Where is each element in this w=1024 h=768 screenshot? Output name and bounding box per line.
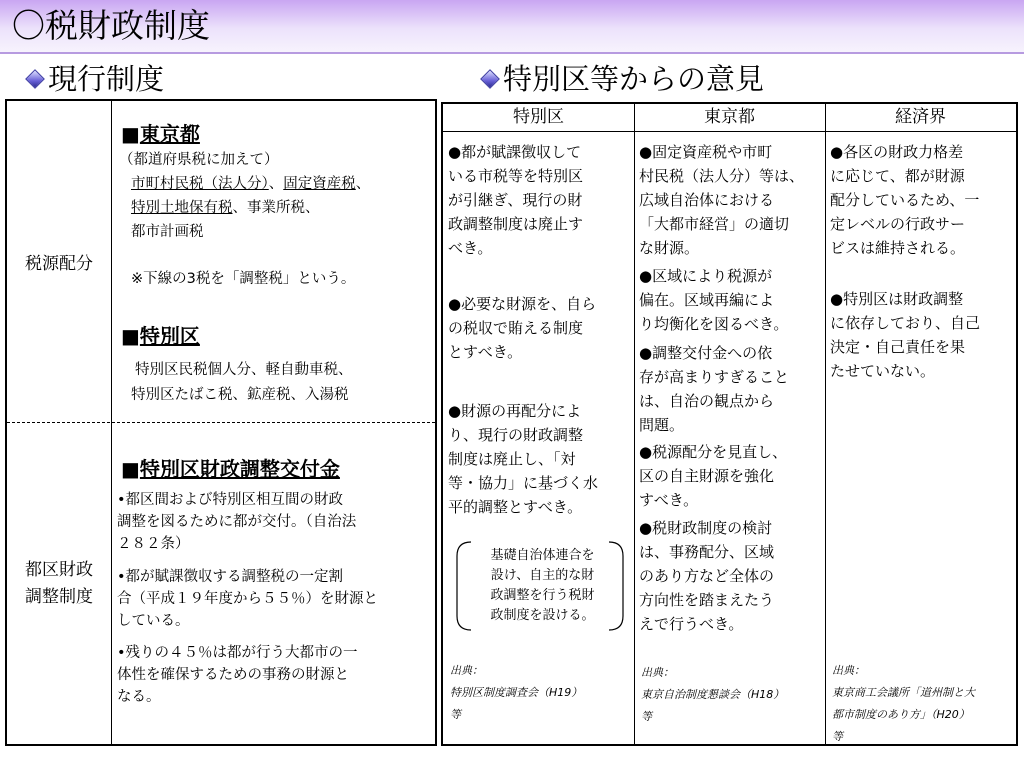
special-wards-opinion-1: ●都が賦課徴収して いる市税等を特別区 が引継ぎ、現行の財 政調整制度は廃止す べき。 bbox=[448, 143, 584, 257]
current-system-heading bbox=[24, 61, 164, 97]
header-tokyo: 東京都 bbox=[704, 107, 755, 127]
ward-tax-line1: 特別区民税個人分、軽自動車税、 bbox=[135, 362, 353, 378]
row-label-tax-allocation: 税源配分 bbox=[25, 254, 93, 274]
tokyo-opinion-2: ●区域により税源が 偏在。区域再編によ り均衡化を図るべき。 bbox=[639, 267, 789, 333]
tokyo-opinion-3: ●調整交付金への依 存が高まりすぎること は、自治の観点から 問題。 bbox=[639, 344, 790, 434]
column-divider bbox=[634, 104, 635, 744]
tokyo-tax-line1: 市町村民税（法人分）、固定資産税、 bbox=[131, 176, 371, 192]
business-source: 出典： 東京商工会議所「道州制と大 都市制度のあり方」（H20） 等 bbox=[832, 664, 975, 743]
row-divider bbox=[7, 422, 435, 423]
grant-bullet-3: •残りの４５％は都が行う大都市の一 体性を確保するための事務の財源と なる。 bbox=[117, 645, 358, 705]
grant-bullet-2: •都が賦課徴収する調整税の一定割 合（平成１９年度から５５％）を財源と している。 bbox=[117, 569, 378, 629]
tokyo-tax-line3: 都市計画税 bbox=[131, 224, 204, 240]
diamond-bullet-icon bbox=[480, 69, 500, 89]
tokyo-source: 出典： 東京自治制度懇談会（H18） 等 bbox=[641, 666, 785, 723]
tokyo-opinion-4: ●税源配分を見直し、 区の自主財源を強化 すべき。 bbox=[639, 443, 788, 509]
business-opinion-1: ●各区の財政力格差 に応じて、都が財源 配分しているため、一 定レベルの行政サー ビスは維持される。 bbox=[830, 143, 980, 257]
ward-heading: ■特別区 bbox=[121, 324, 200, 348]
proposal-callout bbox=[455, 540, 625, 632]
row-label-fiscal-adjustment: 都区財政 調整制度 bbox=[25, 560, 93, 607]
business-opinion-2: ●特別区は財政調整 に依存しており、自己 決定・自己責任を果 たせていない。 bbox=[830, 290, 981, 380]
column-divider bbox=[825, 104, 826, 744]
opinions-heading-text: 特別区等からの意見 bbox=[503, 62, 765, 96]
special-wards-opinion-2: ●必要な財源を、自ら の税収で賄える制度 とすべき。 bbox=[448, 295, 597, 361]
tokyo-heading: ■東京都 bbox=[121, 122, 200, 146]
title-banner bbox=[0, 0, 1024, 54]
tokyo-opinion-1: ●固定資産税や市町 村民税（法人分）等は、 広域自治体における 「大都市経営」の適切 な財源。 bbox=[639, 143, 805, 257]
opinions-table bbox=[441, 102, 1018, 746]
diamond-bullet-icon bbox=[25, 69, 45, 89]
grant-bullet-1: •都区間および特別区相互間の財政 調整を図るために都が交付。（自治法 ２８２条） bbox=[117, 492, 357, 552]
header-business: 経済界 bbox=[895, 107, 946, 127]
page-title: 〇税財政制度 bbox=[12, 6, 210, 45]
special-wards-source: 出典： 特別区制度調査会（H19） 等 bbox=[450, 664, 583, 721]
ward-tax-line2: 特別区たばこ税、鉱産税、入湯税 bbox=[131, 387, 349, 403]
tokyo-opinion-5: ●税財政制度の検討 は、事務配分、区域 のあり方など全体の 方向性を踏まえたう えで行うべき。 bbox=[639, 519, 775, 633]
proposal-callout-text: 基礎自治体連合を 設け、自主的な財 政調整を行う税財 政制度を設ける。 bbox=[490, 548, 595, 623]
adjustment-tax-note: ※下線の3税を「調整税」という。 bbox=[131, 271, 356, 287]
current-system-heading-text: 現行制度 bbox=[48, 62, 165, 96]
opinions-heading bbox=[479, 61, 764, 97]
tokyo-paren: （都道府県税に加えて） bbox=[119, 152, 279, 168]
grant-heading: ■特別区財政調整交付金 bbox=[121, 457, 340, 481]
current-system-table bbox=[5, 99, 437, 746]
header-divider bbox=[443, 131, 1016, 132]
special-wards-opinion-3: ●財源の再配分によ り、現行の財政調整 制度は廃止し、「対 等・協力」に基づく水 平的調整とすべき。 bbox=[448, 402, 599, 516]
header-special-wards: 特別区 bbox=[513, 107, 564, 127]
tokyo-tax-line2: 特別土地保有税、事業所税、 bbox=[131, 200, 320, 216]
